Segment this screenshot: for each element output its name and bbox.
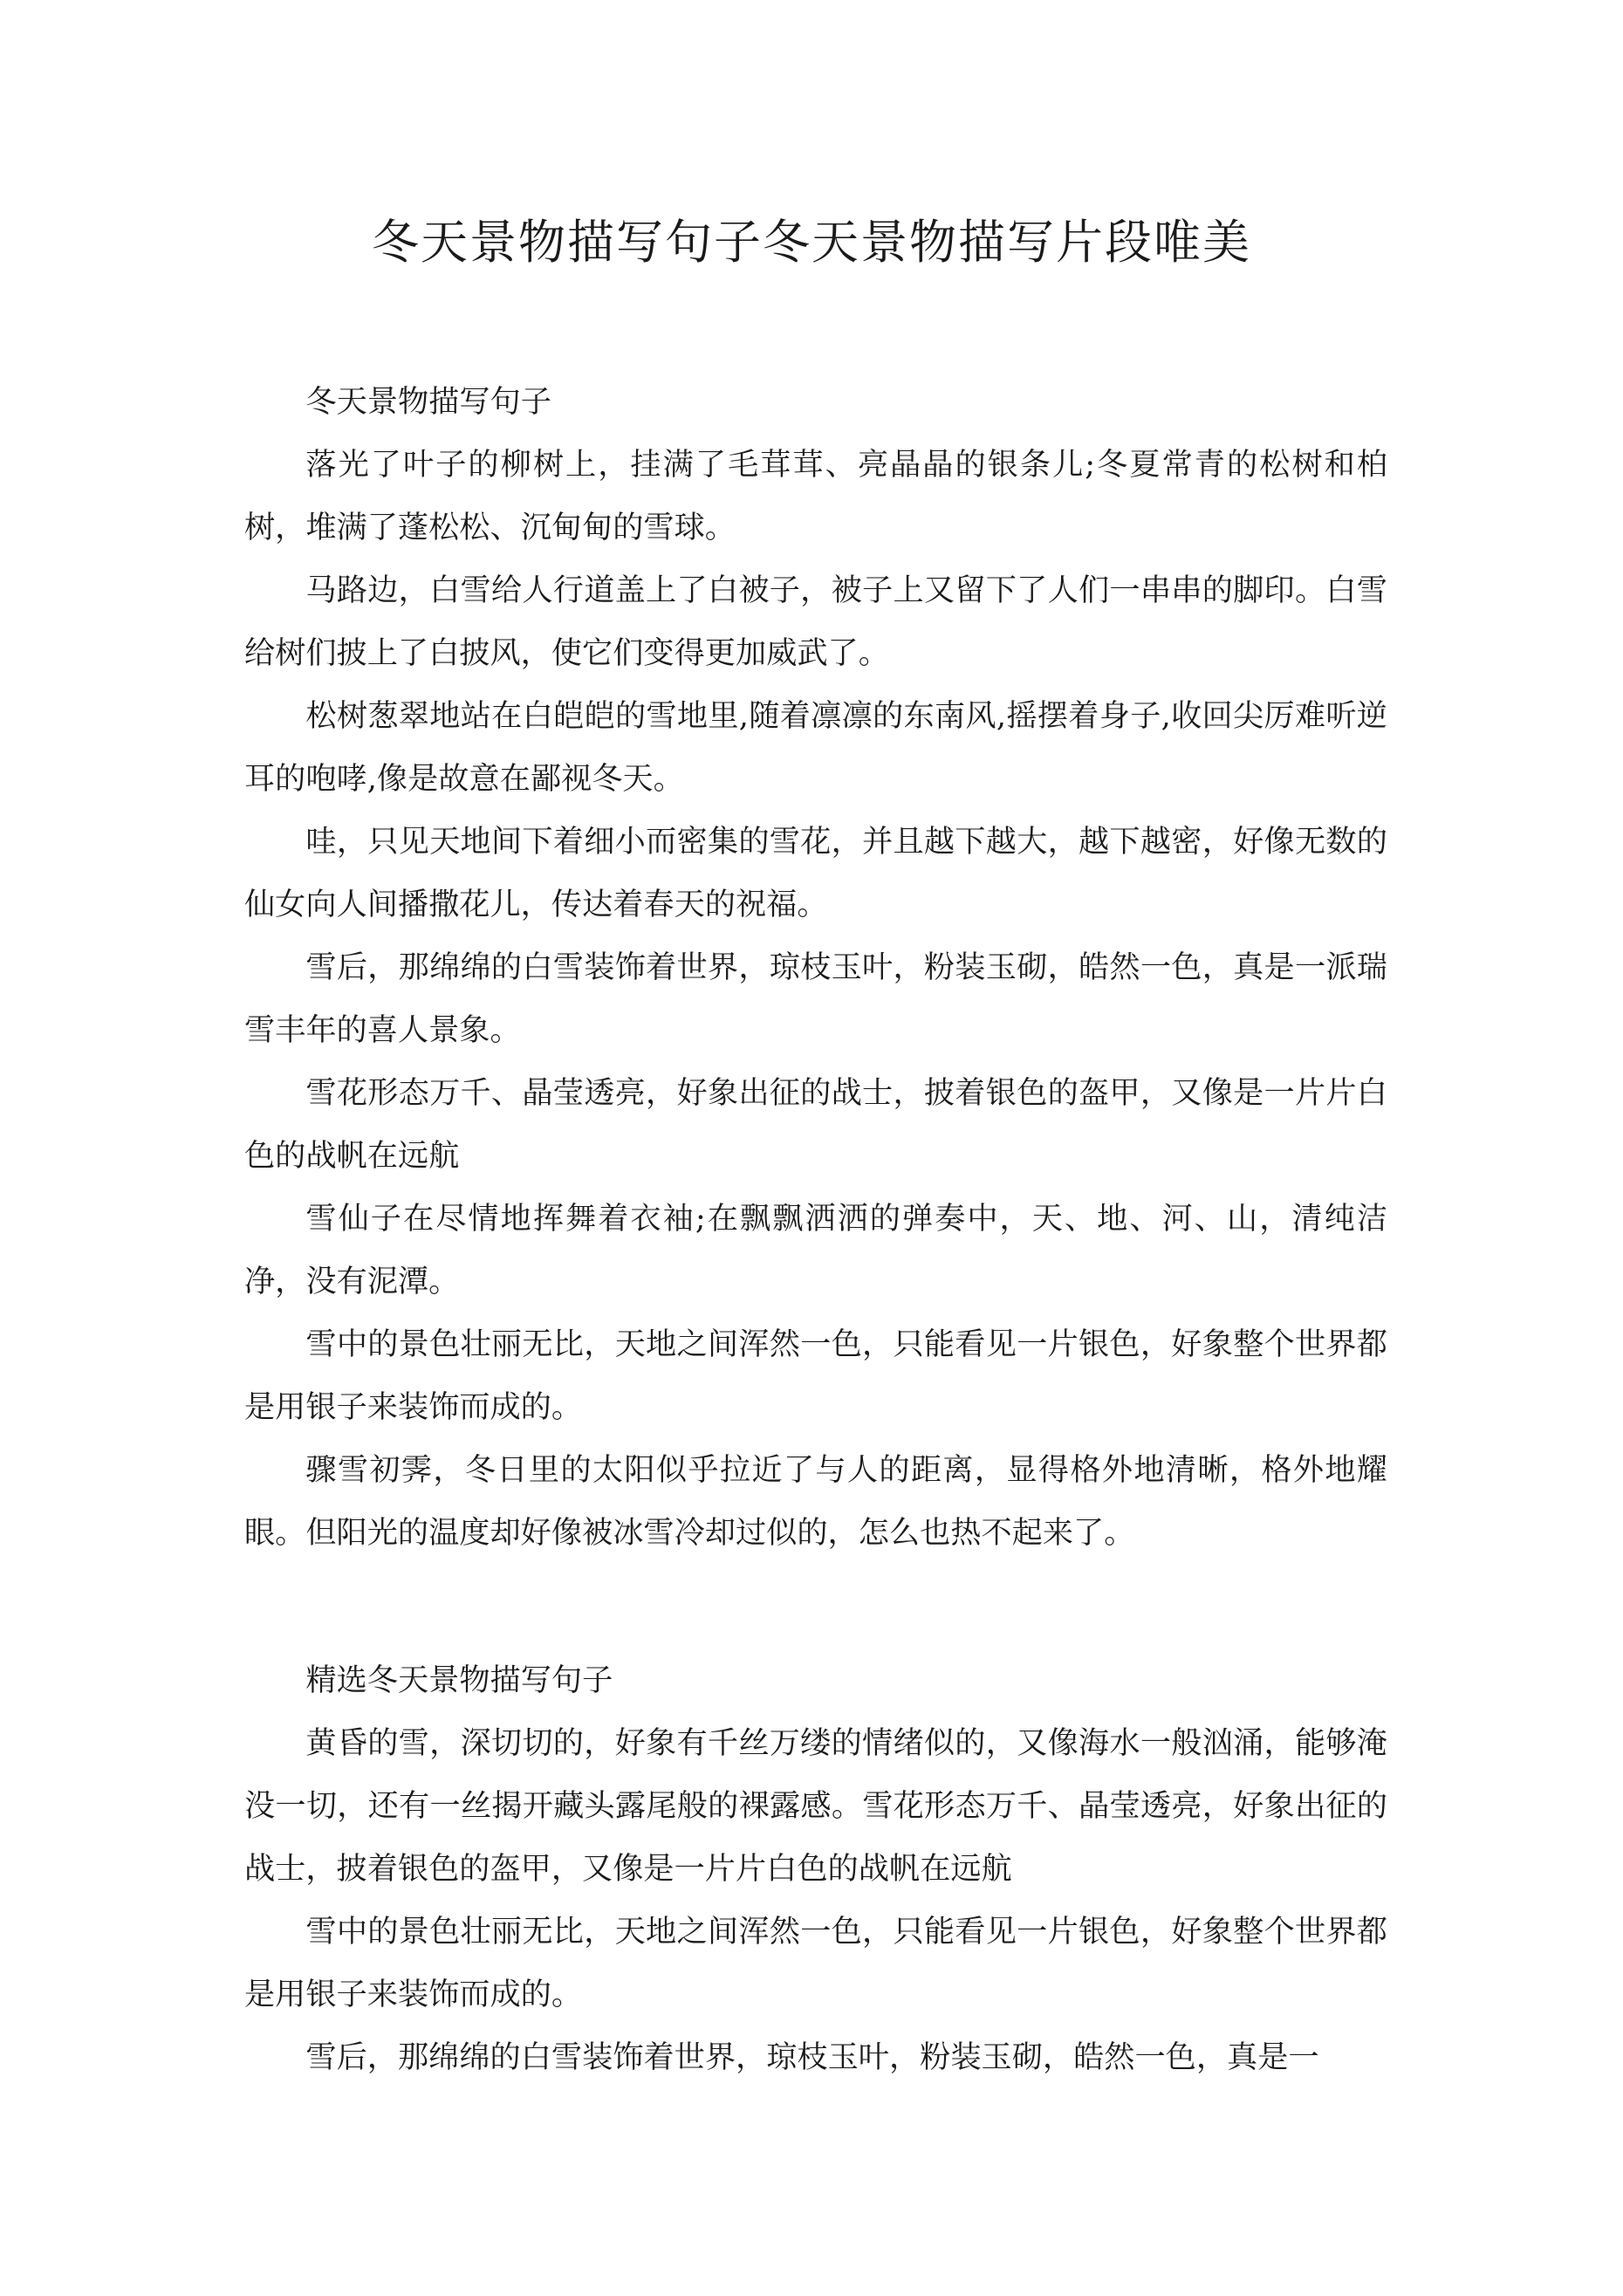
section-heading: 冬天景物描写句子 xyxy=(305,384,551,420)
paragraph: 黄昏的雪，深切切的，好象有千丝万缕的情绪似的，又像海水一般汹涌，能够淹没一切，还有一丝揭开藏头露尾般的裸露感。雪花形态万千、晶莹透亮，好象出征的战士，披着银色的盔甲，又像是一片片白色的战帆在远航 xyxy=(244,1725,1387,1887)
paragraph: 雪后，那绵绵的白雪装饰着世界，琼枝玉叶，粉装玉砌，皓然一色，真是一 xyxy=(305,2039,1319,2075)
section-2 xyxy=(244,1649,1387,2089)
section-heading: 精选冬天景物描写句子 xyxy=(305,1662,613,1698)
paragraph: 雪后，那绵绵的白雪装饰着世界，琼枝玉叶，粉装玉砌，皓然一色，真是一派瑞雪丰年的喜人景象。 xyxy=(244,949,1387,1048)
paragraph: 松树葱翠地站在白皑皑的雪地里,随着凛凛的东南风,摇摆着身子,收回尖厉难听逆耳的咆哮,像是故意在鄙视冬天。 xyxy=(244,698,1387,797)
paragraph: 雪中的景色壮丽无比，天地之间浑然一色，只能看见一片银色，好象整个世界都是用银子来装饰而成的。 xyxy=(244,1914,1387,2012)
paragraph: 落光了叶子的柳树上，挂满了毛茸茸、亮晶晶的银条儿;冬夏常青的松树和柏树，堆满了蓬松松、沉甸甸的雪球。 xyxy=(244,447,1387,545)
paragraph: 哇，只见天地间下着细小而密集的雪花，并且越下越大，越下越密，好像无数的仙女向人间播撒花儿，传达着春天的祝福。 xyxy=(244,824,1387,922)
section-1 xyxy=(244,371,1387,1565)
paragraph: 马路边，白雪给人行道盖上了白被子，被子上又留下了人们一串串的脚印。白雪给树们披上了白披风，使它们变得更加威武了。 xyxy=(244,572,1387,671)
paragraph: 雪花形态万千、晶莹透亮，好象出征的战士，披着银色的盔甲，又像是一片片白色的战帆在远航 xyxy=(244,1075,1387,1174)
paragraph: 雪中的景色壮丽无比，天地之间浑然一色，只能看见一片银色，好象整个世界都是用银子来装饰而成的。 xyxy=(244,1326,1387,1425)
paragraph: 骤雪初霁，冬日里的太阳似乎拉近了与人的距离，显得格外地清晰，格外地耀眼。但阳光的温度却好像被冰雪冷却过似的，怎么也热不起来了。 xyxy=(244,1452,1387,1551)
paragraph: 雪仙子在尽情地挥舞着衣袖;在飘飘洒洒的弹奏中，天、地、河、山，清纯洁净，没有泥潭。 xyxy=(244,1201,1387,1299)
document-title: 冬天景物描写句子冬天景物描写片段唯美 xyxy=(372,215,1251,270)
